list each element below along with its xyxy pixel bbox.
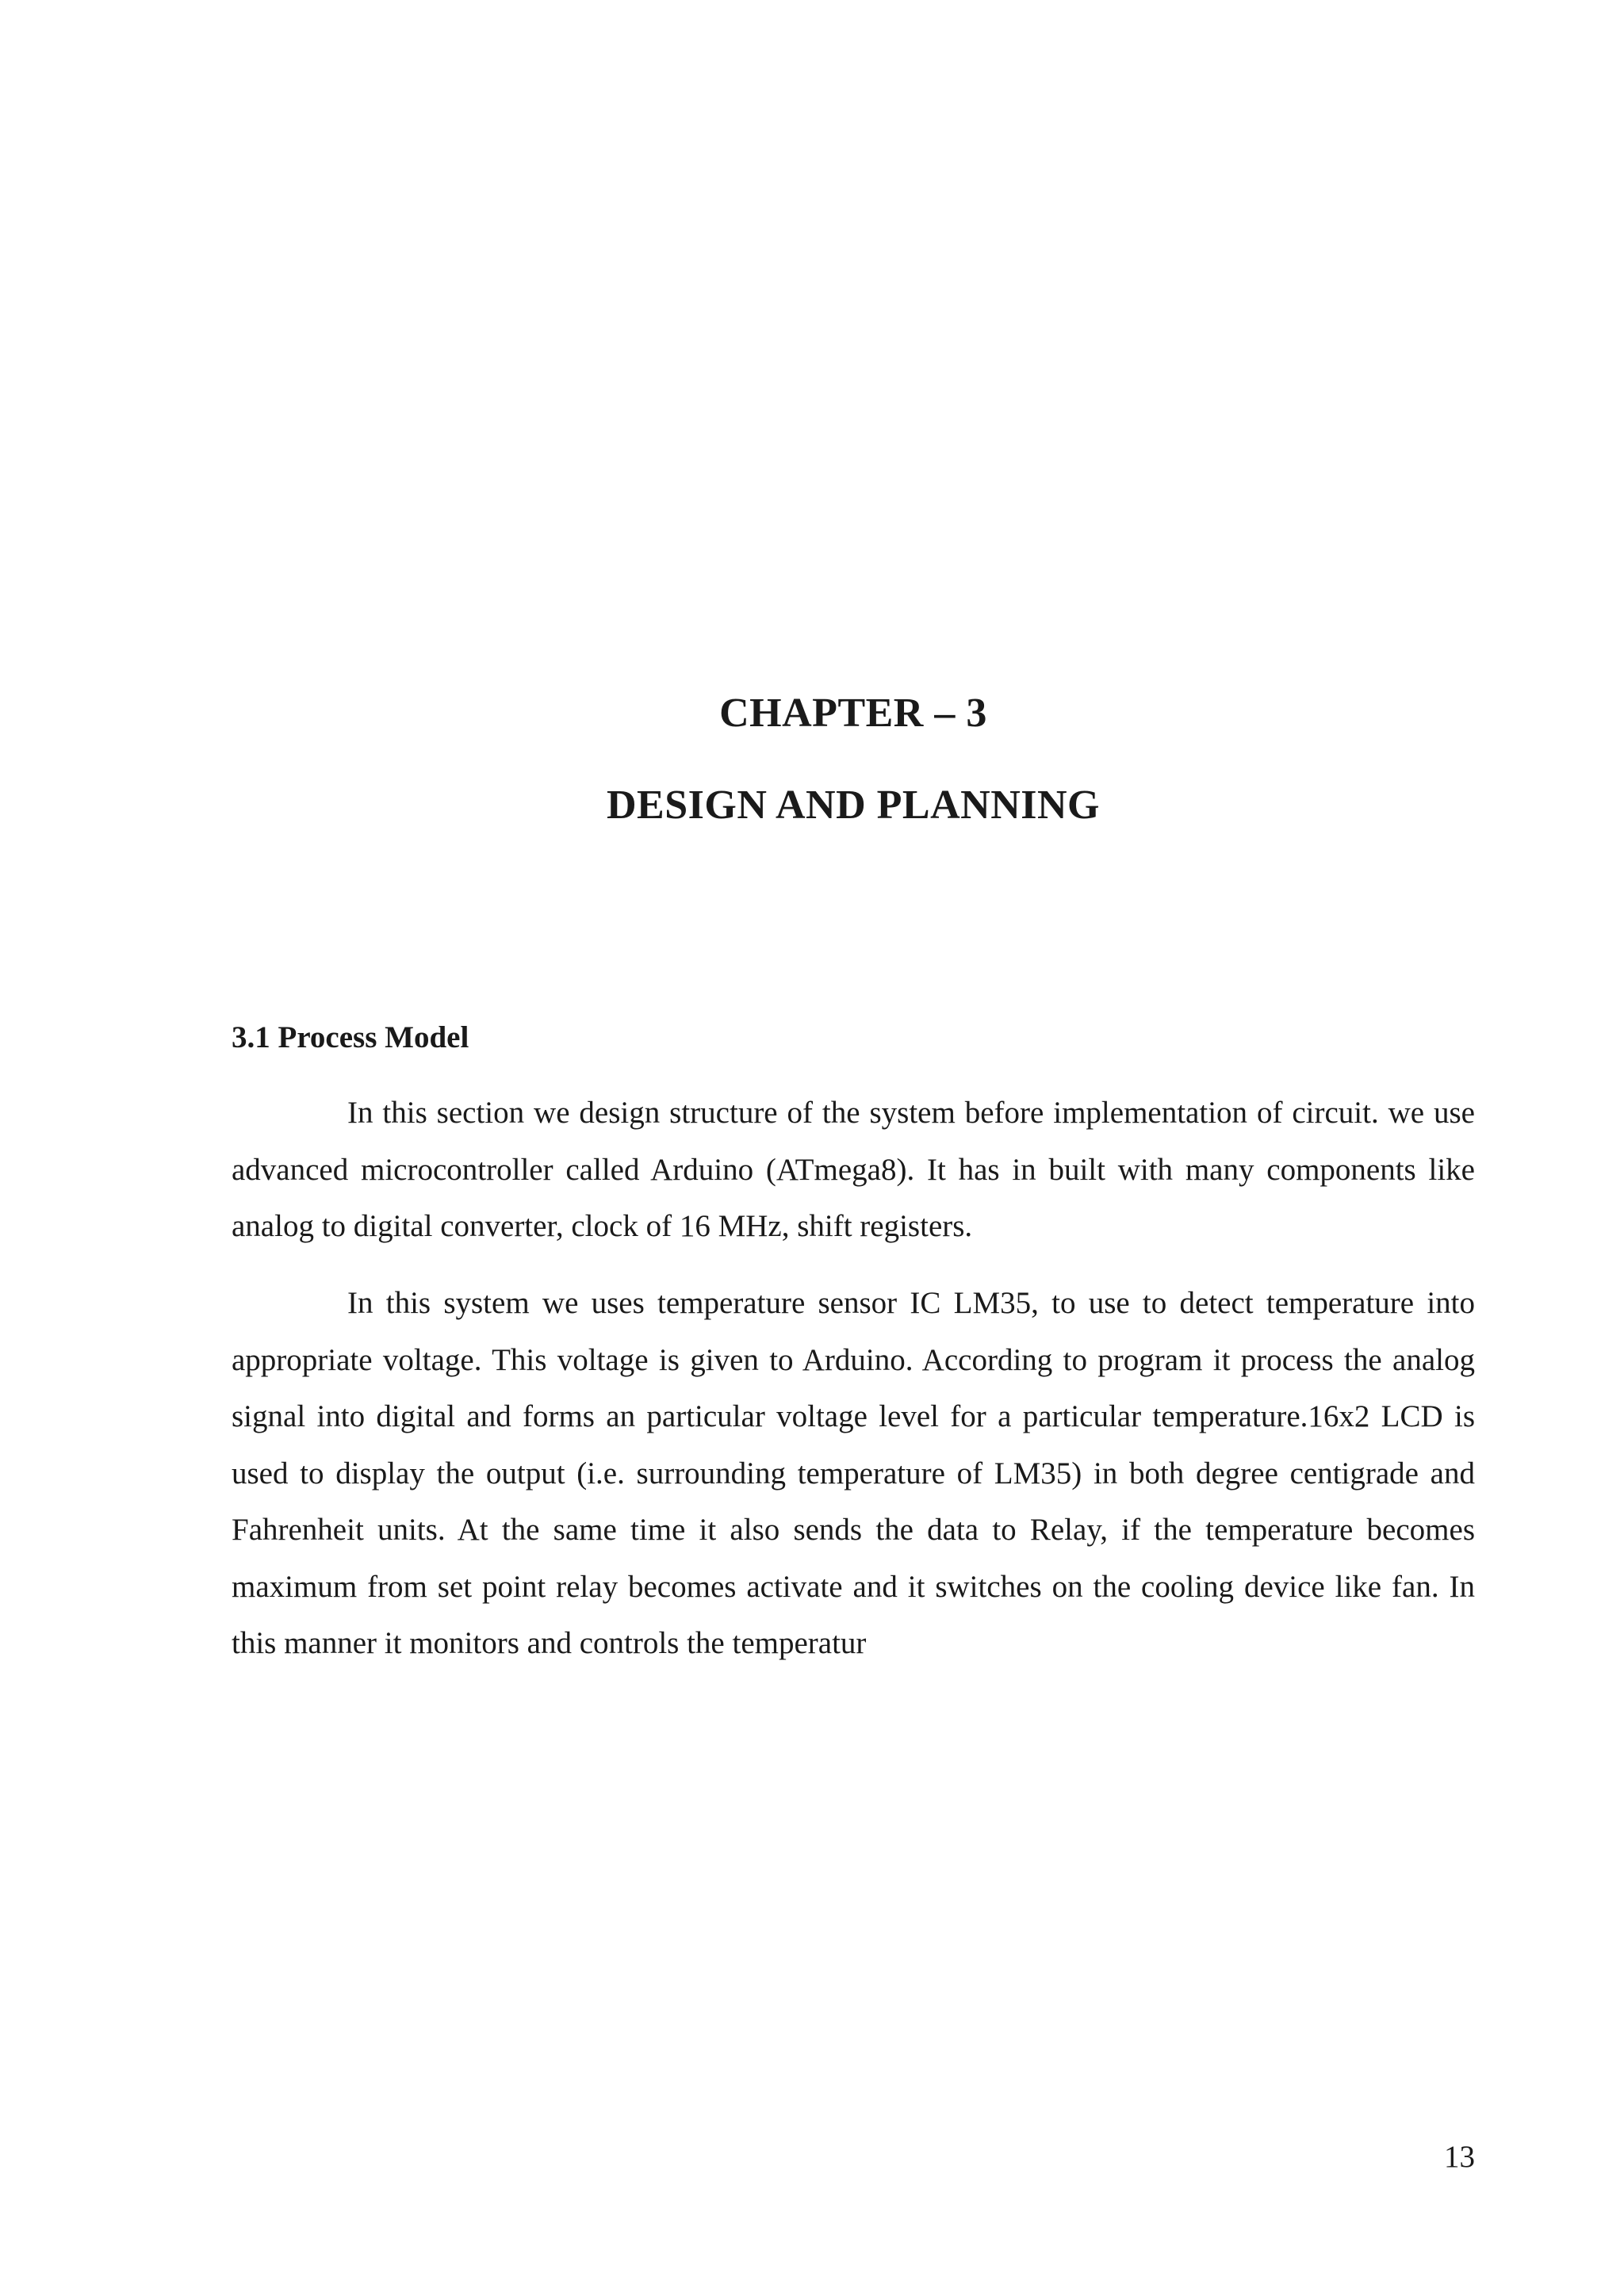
page-number: 13: [1444, 2140, 1475, 2174]
body-paragraph-2: [232, 1275, 1475, 1672]
paragraph-text: In this section we design structure of the system before implementation of circuit. we use advanced microcontroller called Arduino (ATmega8). It has in built with many components like analog to digital converter, clock of 16 MHz, shift registers.: [232, 1096, 1475, 1243]
chapter-title-heading: DESIGN AND PLANNING: [606, 783, 1101, 828]
body-paragraph-1: [232, 1085, 1475, 1255]
section-heading: 3.1 Process Model: [232, 1020, 469, 1054]
paragraph-text: In this system we uses temperature sensor IC LM35, to use to detect temperature into appropriate voltage. This voltage is given to Arduino. According to program it process the analog signal into digital and forms an particular voltage level for a particular temperature.16x2 LCD is used to display the output (i.e. surrounding temperature of LM35) in both degree centigrade and Fahrenheit units. At the same time it also sends the data to Relay, if the temperature becomes maximum from set point relay becomes activate and it switches on the cooling device like fan. In this manner it monitors and controls the temperatur: [232, 1286, 1475, 1660]
chapter-number-heading: CHAPTER – 3: [719, 691, 987, 736]
